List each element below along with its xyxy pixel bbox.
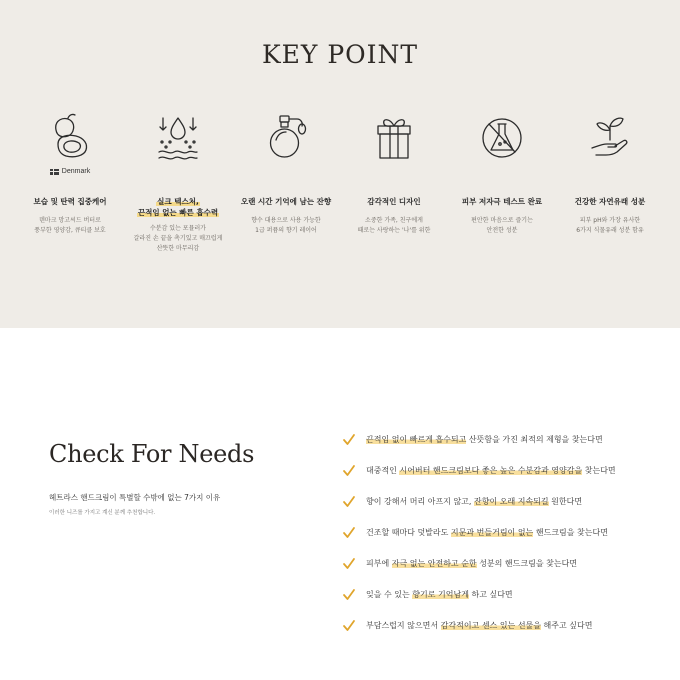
list-item: 피부에 자극 없는 안전하고 순한 성분의 핸드크림을 찾는다면 <box>342 548 662 579</box>
check-subtitle: 헤트라스 핸드크림이 특별할 수밖에 없는 7가지 이유 <box>49 493 221 502</box>
key-point-section <box>0 0 680 328</box>
needs-list <box>342 424 662 641</box>
check-mark-icon <box>342 495 356 509</box>
key-point-item <box>556 112 664 234</box>
key-point-heading: 오랜 시간 기억에 남는 잔향 <box>240 197 332 206</box>
key-point-list <box>16 112 664 252</box>
check-mark-icon <box>342 619 356 633</box>
key-point-description: 덴마크 망고씨드 버터로 풍부한 영양감, 큐티클 보호 <box>34 217 106 234</box>
key-point-item <box>340 112 448 234</box>
key-point-heading: 건강한 자연유래 성분 <box>574 197 646 206</box>
key-point-description: 편안한 마음으로 즐기는 안전한 성분 <box>471 217 533 234</box>
list-item: 건조할 때마다 덧발라도 지문과 번들거림이 없는 핸드크림을 찾는다면 <box>342 517 662 548</box>
list-item: 잊을 수 있는 향기로 기억남게 하고 싶다면 <box>342 579 662 610</box>
perfume-icon <box>264 112 308 162</box>
check-title: Check For Needs <box>49 440 255 468</box>
mango-icon <box>48 112 92 162</box>
key-point-heading: 실크 텍스처, 끈적임 없는 빠른 흡수력 <box>137 197 219 217</box>
check-mark-icon <box>342 557 356 571</box>
key-point-description: 향수 대용으로 사용 가능한 1급 퍼퓸의 향기 레이어 <box>251 217 321 234</box>
key-point-heading: 피부 저자극 테스트 완료 <box>461 197 543 206</box>
check-note: 이러한 니즈를 가지고 계신 분께 추천합니다. <box>49 510 156 516</box>
check-mark-icon <box>342 433 356 447</box>
no-testing-icon <box>480 112 524 162</box>
key-point-description: 소중한 가족, 친구에게 때로는 사랑하는 '나'를 위한 <box>357 217 431 234</box>
list-item: 부담스럽지 않으면서 감각적이고 센스 있는 선물을 해주고 싶다면 <box>342 610 662 641</box>
key-point-item <box>232 112 340 234</box>
list-item: 끈적임 없이 빠르게 흡수되고 산뜻함을 가진 최적의 제형을 찾는다면 <box>342 424 662 455</box>
key-point-item <box>16 112 124 234</box>
check-mark-icon <box>342 526 356 540</box>
denmark-flag-icon <box>50 169 59 175</box>
key-point-description: 수분감 있는 포뮬러가 갈라진 손 끝을 촉기있고 매끄럽게 산뜻한 마무리감 <box>133 225 223 252</box>
denmark-badge: Denmark <box>16 168 124 175</box>
list-item: 향이 강해서 머리 아프지 않고, 잔향이 오래 지속되길 원한다면 <box>342 486 662 517</box>
key-point-item <box>124 112 232 252</box>
absorption-icon <box>156 112 200 162</box>
key-point-description: 피부 pH와 가장 유사한 6가지 식물유래 성분 함유 <box>576 217 644 234</box>
sprout-hand-icon <box>588 112 632 162</box>
check-mark-icon <box>342 588 356 602</box>
check-mark-icon <box>342 464 356 478</box>
gift-box-icon <box>372 112 416 162</box>
key-point-title: KEY POINT <box>261 40 419 69</box>
list-item: 대중적인 시어버터 핸드크림보다 좋은 높은 수분감과 영양감을 찾는다면 <box>342 455 662 486</box>
key-point-heading: 보습 및 탄력 집중케어 <box>33 197 107 206</box>
key-point-heading: 감각적인 디자인 <box>367 197 421 206</box>
key-point-item <box>448 112 556 234</box>
